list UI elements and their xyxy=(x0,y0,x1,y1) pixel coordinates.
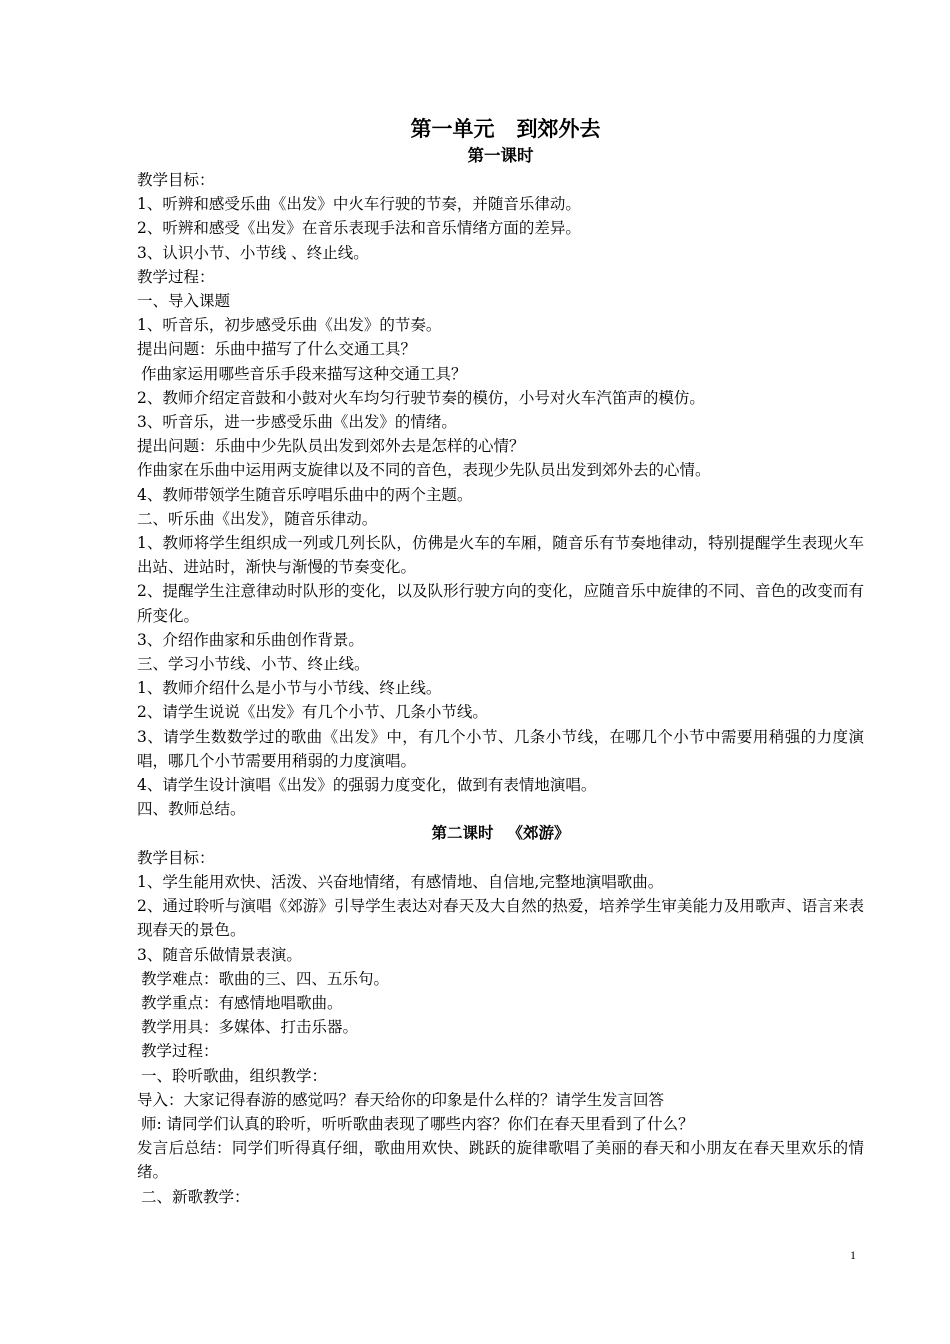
lesson1-process-label: 教学过程： xyxy=(137,267,215,286)
lesson2-part1-title: 一、聆听歌曲，组织教学： xyxy=(141,1066,328,1085)
lesson2-heading-song: 《郊游》 xyxy=(507,823,570,843)
lesson2-heading-label: 第二课时 xyxy=(431,823,494,843)
lesson1-heading: 第一课时 xyxy=(467,146,534,165)
lesson2-difficulty: 教学难点：歌曲的三、四、五乐句。 xyxy=(141,969,390,988)
lesson1-section2-title: 二、听乐曲《出发》，随音乐律动。 xyxy=(137,509,378,528)
lesson2-part1-summary: 发言后总结：同学们听得真仔细，歌曲用欢快、跳跃的旋律歌唱了美丽的春天和小朋友在春天里欢乐的情绪。 xyxy=(137,1139,864,1182)
lesson1-section2-paragraph: 2、提醒学生注意律动时队形的变化，以及队形行驶方向的变化，应随音乐中旋律的不同、音色的改变而有所变化。 xyxy=(137,582,864,625)
unit-title-part2: 到郊外去 xyxy=(516,116,601,141)
lesson2-heading xyxy=(137,821,864,845)
lesson2-goals-label: 教学目标： xyxy=(137,848,215,867)
lesson1-goals-label: 教学目标： xyxy=(137,171,215,189)
lesson1-section3-line: 1、教师介绍什么是小节与小节线、终止线。 xyxy=(137,679,442,698)
page-number: 1 xyxy=(850,1248,856,1262)
lesson1-section1-line: 作曲家在乐曲中运用两支旋律以及不同的音色，表现少先队员出发到郊外去的心情。 xyxy=(137,461,711,480)
lesson2-part2-title: 二、新歌教学： xyxy=(141,1187,250,1206)
unit-title-part1: 第一单元 xyxy=(410,116,495,141)
lesson2-part1-intro: 导入：大家记得春游的感觉吗？春天给你的印象是什么样的？请学生发言回答 xyxy=(137,1090,665,1109)
lesson1-section1-line: 提出问题：乐曲中描写了什么交通工具？ xyxy=(137,340,417,359)
lesson2-goal-3: 3、随音乐做情景表演。 xyxy=(137,945,302,964)
lesson1-section1-line: 2、教师介绍定音鼓和小鼓对火车均匀行驶节奏的模仿，小号对火车汽笛声的模仿。 xyxy=(137,388,705,407)
lesson1-goal-3: 3、认识小节、小节线 、终止线。 xyxy=(137,243,369,262)
lesson1-section1-line: 作曲家运用哪些音乐手段来描写这种交通工具？ xyxy=(141,364,467,383)
document-body xyxy=(137,114,864,1209)
lesson1-section1-line: 提出问题：乐曲中少先队员出发到郊外去是怎样的心情？ xyxy=(137,437,525,456)
lesson1-goal-1: 1、听辨和感受乐曲《出发》中火车行驶的节奏，并随音乐律动。 xyxy=(137,195,581,214)
lesson1-section3-line: 4、请学生设计演唱《出发》的强弱力度变化，做到有表情地演唱。 xyxy=(137,776,597,795)
lesson1-section1-line: 3、听音乐，进一步感受乐曲《出发》的情绪。 xyxy=(137,413,457,432)
lesson1-section3-title: 三、学习小节线、小节、终止线。 xyxy=(137,655,370,674)
lesson1-section2-paragraph: 3、介绍作曲家和乐曲创作背景。 xyxy=(137,630,364,649)
lesson1-section4-title: 四、教师总结。 xyxy=(137,800,246,819)
lesson2-part1-teacher: 师: 请同学们认真的聆听，听听歌曲表现了哪些内容？你们在春天里看到了什么？ xyxy=(141,1114,694,1133)
lesson1-section1-title: 一、导入课题 xyxy=(137,292,231,311)
lesson2-tools: 教学用具：多媒体、打击乐器。 xyxy=(141,1018,359,1037)
lesson1-section3-line: 2、请学生说说《出发》有几个小节、几条小节线。 xyxy=(137,703,488,722)
lesson2-goal-2: 2、通过聆听与演唱《郊游》引导学生表达对春天及大自然的热爱，培养学生审美能力及用歌声、语言来表现春天的景色。 xyxy=(137,897,864,940)
lesson2-goal-1: 1、学生能用欢快、活泼、兴奋地情绪，有感情地、自信地,完整地演唱歌曲。 xyxy=(137,872,664,891)
lesson1-section1-line: 1、听音乐，初步感受乐曲《出发》的节奏。 xyxy=(137,316,442,335)
lesson1-section2-paragraph: 1、教师将学生组织成一列或几列长队，仿佛是火车的车厢，随音乐有节奏地律动，特别提醒学生表现火车出站、进站时，渐快与渐慢的节奏变化。 xyxy=(137,534,864,577)
lesson1-goal-2: 2、听辨和感受《出发》在音乐表现手法和音乐情绪方面的差异。 xyxy=(137,219,581,238)
lesson1-section1-line: 4、教师带领学生随音乐哼唱乐曲中的两个主题。 xyxy=(137,485,473,504)
unit-title xyxy=(137,114,864,144)
lesson2-key-point: 教学重点：有感情地唱歌曲。 xyxy=(141,993,343,1012)
lesson1-section3-paragraph: 3、请学生数数学过的歌曲《出发》中，有几个小节、几条小节线，在哪几个小节中需要用稍强的力度演唱，哪几个小节需要用稍弱的力度演唱。 xyxy=(137,727,864,770)
lesson2-process-label: 教学过程： xyxy=(141,1042,219,1061)
